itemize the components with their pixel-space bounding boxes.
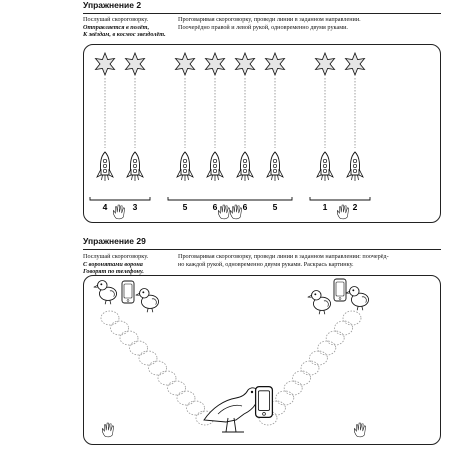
rocket-icon <box>97 152 113 181</box>
rocket-number: 4 <box>102 202 108 212</box>
dashed-loop <box>343 311 361 325</box>
group-bracket <box>310 197 370 200</box>
star-icon <box>346 53 365 75</box>
rocket-number: 6 <box>242 202 248 212</box>
dashed-loop <box>139 351 157 365</box>
dashed-loop <box>318 341 336 355</box>
dashed-loop <box>335 321 353 335</box>
star-icon <box>126 53 145 75</box>
dashed-loop <box>301 361 319 375</box>
star-icon <box>316 53 335 75</box>
rocket-number: 3 <box>132 202 138 212</box>
exercise-2-task-line-1: Проговаривая скороговорку, проведи линии в заданном направлении: поочерёд- <box>178 253 389 260</box>
exercise-1-listen: Послушай скороговорку. <box>83 16 149 23</box>
group-bracket <box>168 197 292 200</box>
exercise-2-title: Упражнение 29 <box>83 236 146 246</box>
exercise-1-rhyme-line-2: К звёздам, в космос звездолёт. <box>83 31 166 39</box>
rocket-icon <box>347 152 363 181</box>
phone-icon <box>122 281 134 303</box>
star-icon <box>96 53 115 75</box>
dashed-loop <box>101 311 119 325</box>
dashed-loop <box>276 391 294 405</box>
phone-icon <box>256 387 273 418</box>
dashed-loop <box>120 331 138 345</box>
rocket-icon <box>207 152 223 181</box>
rocket-icon <box>237 152 253 181</box>
dashed-loop <box>149 361 167 375</box>
group-bracket <box>90 197 150 200</box>
bird-icon <box>94 281 117 305</box>
bird-icon <box>136 289 159 313</box>
dashed-loop <box>158 371 176 385</box>
rocket-icon <box>177 152 193 181</box>
hand-icon <box>230 205 241 219</box>
exercise-1-title: Упражнение 2 <box>83 0 142 10</box>
hand-icon <box>337 205 348 219</box>
star-icon <box>206 53 225 75</box>
rocket-icon <box>267 152 283 181</box>
exercise-2-task-line-2: но каждой рукой, одновременно двумя руками. Раскрась картинку. <box>178 260 354 268</box>
dashed-loop <box>309 351 327 365</box>
star-icon <box>176 53 195 75</box>
dashed-loop <box>293 371 311 385</box>
rocket-icon <box>317 152 333 181</box>
rocket-number: 6 <box>212 202 218 212</box>
dashed-loop <box>130 341 148 355</box>
exercise-2-listen: Послушай скороговорку. <box>83 253 149 260</box>
bird-icon <box>308 291 331 315</box>
dashed-loop <box>326 331 344 345</box>
exercise-1-task-line-1: Проговаривая скороговорку, проведи линии в заданном направлении. <box>178 16 361 23</box>
rocket-icon <box>127 152 143 181</box>
rocket-number: 5 <box>272 202 278 212</box>
rocket-number: 5 <box>182 202 188 212</box>
star-icon <box>266 53 285 75</box>
dashed-loop <box>284 381 302 395</box>
rocket-number: 2 <box>352 202 358 212</box>
star-icon <box>236 53 255 75</box>
exercise-2-rhyme-line-1: С воронятами ворона <box>83 260 143 268</box>
bird-icon <box>346 287 369 311</box>
hand-icon <box>218 205 229 219</box>
dashed-loop <box>177 391 195 405</box>
dashed-loop <box>168 381 186 395</box>
hand-icon <box>113 205 124 219</box>
dashed-loop <box>187 401 205 415</box>
hand-icon <box>354 423 365 437</box>
dashed-loop <box>111 321 129 335</box>
exercise-2-rhyme-line-2: Говорят по телефону. <box>83 268 144 276</box>
hand-icon <box>102 423 113 437</box>
exercise-1-task-line-2: Поочерёдно правой и левой рукой, одновременно двумя руками. <box>178 23 348 31</box>
exercise-1-rhyme-line-1: Отправляется в полёт, <box>83 23 150 31</box>
phone-icon <box>334 279 346 301</box>
rocket-number: 1 <box>322 202 328 212</box>
